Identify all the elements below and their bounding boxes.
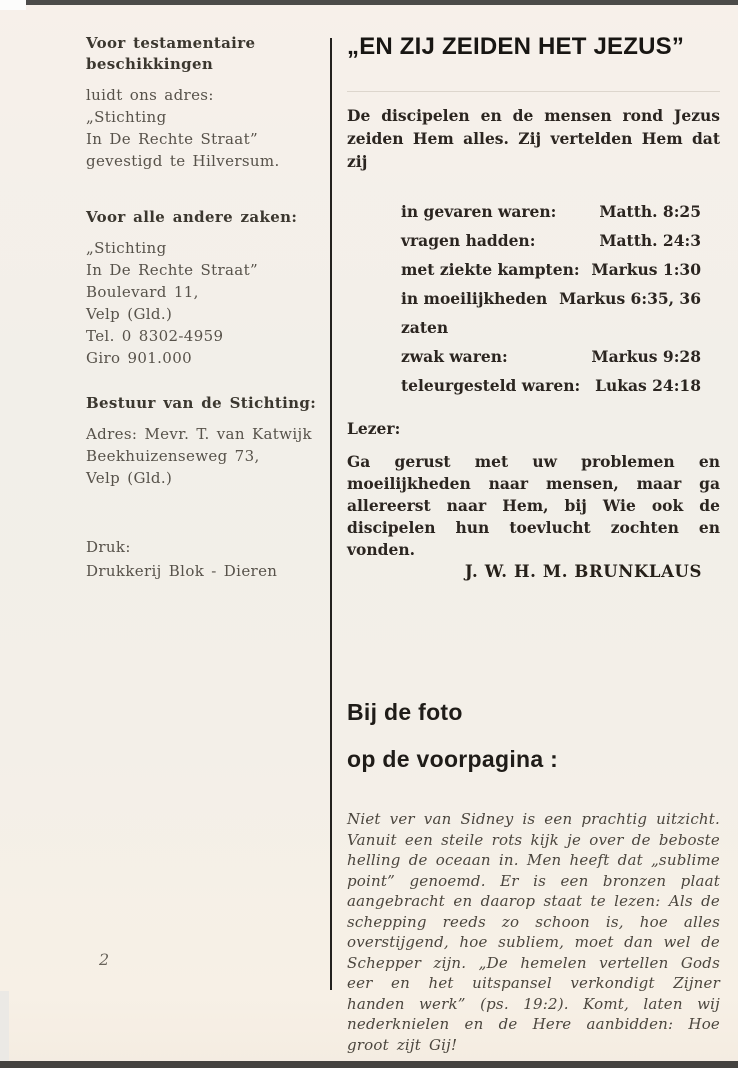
phone-line: Tel. 0 8302-4959 xyxy=(86,327,224,345)
list-item xyxy=(401,197,701,226)
list-item xyxy=(401,284,701,342)
foto-paragraph: Niet ver van Sidney is een prachtig uitzicht. Vanuit een steile rots kijk je over de beboste helling de oceaan in. Men heeft dat „sublime point” genoemd. Er is een bronzen plaat aangebracht en daarop staat te lezen: Als de schepping reeds zo schoon is, hoe alles overstijgend, hoe subliem, moet dan wel de Schepper zijn. „De hemelen vertellen Gods eer en het uitspansel verkondigt Zijner handen werk” (ps. 19:2). Komt, laten wij nederknielen en de Here aanbidden: Hoe groot zijt Gij! xyxy=(347,810,720,1054)
scan-edge-bottom xyxy=(0,1061,738,1068)
list-item xyxy=(401,255,701,284)
scan-edge-left-artifact xyxy=(0,991,9,1061)
reference-verse: Markus 6:35, 36 xyxy=(559,289,701,308)
section-heading: Druk: xyxy=(86,538,131,556)
reference-label: vragen hadden: xyxy=(401,231,536,250)
page-number: 2 xyxy=(99,950,110,969)
giro-line: Giro 901.000 xyxy=(86,349,192,367)
reference-verse: Matth. 24:3 xyxy=(599,231,701,250)
lezer-label: Lezer: xyxy=(347,419,401,438)
address-line: gevestigd te Hilversum. xyxy=(86,152,280,170)
reference-verse: Markus 1:30 xyxy=(591,260,701,279)
column-divider-rule xyxy=(330,38,332,990)
address-line: In De Rechte Straat” xyxy=(86,130,258,148)
address-block xyxy=(86,237,324,369)
heading-line: beschikkingen xyxy=(86,55,214,73)
address-line: Boulevard 11, xyxy=(86,283,199,301)
section-heading xyxy=(86,33,324,75)
list-item xyxy=(401,342,701,371)
intro-paragraph: De discipelen en de mensen rond Jezus zeiden Hem alles. Zij vertelden Hem dat zij xyxy=(347,106,720,171)
heading-line: Bij de foto xyxy=(347,699,463,725)
address-line: „Stichting xyxy=(86,108,167,126)
address-block xyxy=(86,84,324,172)
section-andere-zaken xyxy=(86,207,324,369)
scripture-reference-list xyxy=(347,197,720,400)
list-item xyxy=(401,371,701,400)
reference-label: met ziekte kampten: xyxy=(401,260,580,279)
reference-verse: Lukas 24:18 xyxy=(595,376,701,395)
scan-edge-top xyxy=(0,0,738,5)
heading-line: op de voorpagina : xyxy=(347,746,559,772)
section-testamentaire xyxy=(86,33,324,172)
address-line: „Stichting xyxy=(86,239,167,257)
address-line: Velp (Gld.) xyxy=(86,469,173,487)
foto-heading xyxy=(347,689,720,783)
heading-line: Voor testamentaire xyxy=(86,34,256,52)
reference-label: zwak waren: xyxy=(401,347,508,366)
article-title: „EN ZIJ ZEIDEN HET JEZUS” xyxy=(347,33,685,60)
reference-verse: Markus 9:28 xyxy=(591,347,701,366)
reference-label: in moeilijkheden zaten xyxy=(401,289,548,337)
address-line: Adres: Mevr. T. van Katwijk xyxy=(86,425,312,443)
lezer-paragraph: Ga gerust met uw problemen en moeilijkheden naar mensen, maar ga allereerst naar Hem, bij Wie ook de discipelen hun toevlucht zochten en vonden. xyxy=(347,452,720,559)
left-column xyxy=(86,33,324,582)
reference-label: teleurgesteld waren: xyxy=(401,376,581,395)
list-item xyxy=(401,226,701,255)
printer-line: Drukkerij Blok - Dieren xyxy=(86,562,278,580)
address-line: In De Rechte Straat” xyxy=(86,261,258,279)
section-druk xyxy=(86,537,324,582)
right-column xyxy=(347,33,720,1055)
reference-verse: Matth. 8:25 xyxy=(599,202,701,221)
scan-corner-artifact xyxy=(0,0,26,10)
section-heading: Voor alle andere zaken: xyxy=(86,208,298,226)
section-bestuur xyxy=(86,393,324,489)
section-heading: Bestuur van de Stichting: xyxy=(86,394,317,412)
address-line: Beekhuizenseweg 73, xyxy=(86,447,260,465)
author-signature: J. W. H. M. BRUNKLAUS xyxy=(464,562,702,581)
address-block xyxy=(86,423,324,489)
reference-label: in gevaren waren: xyxy=(401,202,557,221)
title-rule xyxy=(347,91,720,92)
printer-block xyxy=(86,560,324,582)
address-line: luidt ons adres: xyxy=(86,86,214,104)
address-line: Velp (Gld.) xyxy=(86,305,173,323)
